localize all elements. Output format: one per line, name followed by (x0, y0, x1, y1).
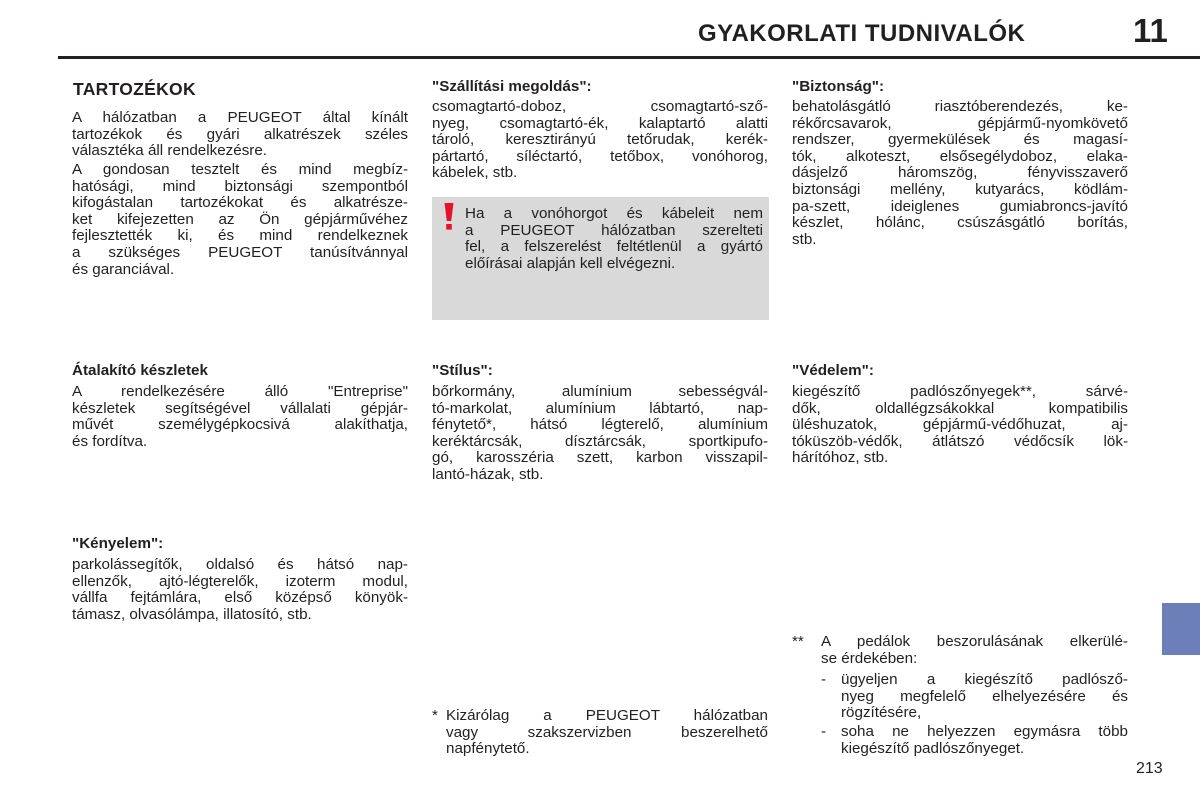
text-line: ket kifejezetten az Ön gépjárművéhez (72, 210, 408, 228)
text-line: és garanciával. (72, 260, 175, 278)
pedal-footnote (821, 634, 1128, 667)
text-line: és fordítva. (72, 432, 148, 450)
text-line: tók, alkoteszt, elsősegélydoboz, elaka- (792, 147, 1128, 165)
text-line: ügyeljen a kiegészítő padlósző- (841, 671, 1128, 688)
text-line: behatolásgátló riasztóberendezés, ke- (792, 98, 1128, 115)
text-line: fel, a felszerelést feltétlenül a gyártó (465, 238, 763, 256)
text-line: tároló, keresztirányú tetőrudak, kerék- (432, 131, 768, 149)
footnote-marker: ** (792, 633, 804, 650)
text-line: tó-markolat, alumínium lábtartó, nap- (432, 399, 768, 417)
text-line: üléshuzatok, gépjármű-védőhuzat, aj- (792, 416, 1128, 434)
text-line: rendszer, gyermekülések és magasí- (792, 131, 1128, 149)
conversion-kits-heading: Átalakító készletek (72, 362, 208, 379)
text-line: tartozékok és gyári alkatrészek széles (72, 125, 408, 143)
text-line: dásjelző háromszög, fényvisszaverő (792, 164, 1128, 182)
text-line: gó, karosszéria szett, karbon visszapil- (432, 449, 768, 467)
text-line: vállfa fejtámlára, első középső könyök- (72, 589, 408, 607)
bullet-marker: - (821, 723, 827, 740)
text-line: kifogástalan tartozékokat és alkatrésze- (72, 194, 408, 212)
text-line: tóküszöb-védők, átlátszó védőcsík lök- (792, 432, 1128, 450)
text-line: kiegészítő padlószőnyeget. (841, 739, 1025, 757)
text-line: nyeg megfelelő elhelyezésére és (841, 687, 1128, 705)
style-heading: "Stílus": (432, 362, 493, 379)
text-line: bőrkormány, alumínium sebességvál- (432, 383, 768, 400)
footnote-marker: * (432, 707, 438, 724)
text-line: pa-szett, ideiglenes gumiabroncs-javító (792, 197, 1128, 215)
text-line: Kizárólag a PEUGEOT hálózatban (446, 707, 768, 724)
text-line: fejlesztették ki, és mind rendelkeznek (72, 227, 408, 245)
comfort-heading: "Kényelem": (72, 535, 164, 552)
text-line: A pedálok beszorulásának elkerülé- (821, 633, 1128, 650)
text-line: rékőrcsavarok, gépjármű-nyomkövető (792, 114, 1128, 132)
page-title: GYAKORLATI TUDNIVALÓK (698, 20, 1026, 47)
text-line: se érdekében: (821, 649, 918, 667)
header-rule (58, 56, 1200, 59)
text-line: hárítóhoz, stb. (792, 449, 889, 467)
text-line: A hálózatban a PEUGEOT által kínált (72, 109, 408, 126)
transport-text (432, 99, 768, 182)
text-line: napfénytető. (446, 740, 530, 758)
text-line: biztonsági mellény, kutyarács, ködlám- (792, 180, 1128, 198)
text-line: keréktárcsák, dísztárcsák, sportkipufo- (432, 432, 768, 450)
text-line: rögzítésére, (841, 704, 922, 722)
text-line: készlet, hólánc, csúszásgátló borítás, (792, 214, 1128, 232)
protection-heading: "Védelem": (792, 362, 874, 379)
text-line: támasz, olvasólámpa, illatosító, stb. (72, 605, 312, 623)
comfort-text (72, 557, 408, 623)
pedal-footnote-bullet (841, 724, 1128, 757)
tested-accessories-paragraph (72, 162, 408, 278)
text-line: soha ne helyezzen egymásra több (841, 723, 1128, 740)
text-line: Ha a vonóhorgot és kábeleit nem (465, 205, 763, 222)
protection-text (792, 384, 1128, 467)
section-heading-accessories: TARTOZÉKOK (73, 79, 196, 99)
text-line: fénytető*, hátsó légterelő, alumínium (432, 416, 768, 434)
style-text (432, 384, 768, 484)
transport-heading: "Szállítási megoldás": (432, 78, 592, 95)
safety-text (792, 99, 1128, 248)
text-line: kiegészítő padlószőnyegek**, sárvé- (792, 383, 1128, 400)
text-line: parkolássegítők, oldalsó és hátsó nap- (72, 556, 408, 573)
text-line: csomagtartó-doboz, csomagtartó-sző- (432, 98, 768, 115)
exclamation-icon (442, 202, 456, 232)
text-line: készletek segítségével vállalati gépjár- (72, 399, 408, 417)
text-line: stb. (792, 230, 817, 248)
text-line: A gondosan tesztelt és mind megbíz- (72, 161, 408, 178)
page-number: 213 (1136, 760, 1163, 777)
text-line: hatósági, mind biztonsági szempontból (72, 177, 408, 195)
text-line: kábelek, stb. (432, 164, 518, 182)
text-line: nyeg, csomagtartó-ék, kalaptartó alatti (432, 114, 768, 132)
text-line: dők, oldallégzsákokkal kompatibilis (792, 399, 1128, 417)
chapter-number: 11 (1133, 12, 1168, 49)
text-line: a PEUGEOT hálózatban szerelteti (465, 221, 763, 239)
pedal-footnote-bullet (841, 672, 1128, 722)
safety-heading: "Biztonság": (792, 78, 885, 95)
text-line: vagy szakszervizben beszerelhető (446, 723, 768, 741)
text-line: művét személygépkocsivá alakíthatja, (72, 416, 408, 434)
sunroof-footnote (446, 708, 768, 758)
conversion-kits-text (72, 384, 408, 450)
text-line: előírásai alapján kell elvégezni. (465, 254, 676, 272)
text-line: lantó-házak, stb. (432, 465, 544, 483)
text-line: A rendelkezésére álló "Entreprise" (72, 383, 408, 400)
bullet-marker: - (821, 671, 827, 688)
chapter-tab (1162, 603, 1200, 655)
text-line: ellenzők, ajtó-légterelők, izoterm modul, (72, 572, 408, 590)
text-line: választéka áll rendelkezésre. (72, 142, 268, 160)
warning-text (465, 206, 763, 272)
text-line: a szükséges PEUGEOT tanúsítvánnyal (72, 243, 408, 261)
intro-paragraph (72, 110, 408, 160)
text-line: pártartó, síléctartó, tetőbox, vonóhorog, (432, 147, 768, 165)
